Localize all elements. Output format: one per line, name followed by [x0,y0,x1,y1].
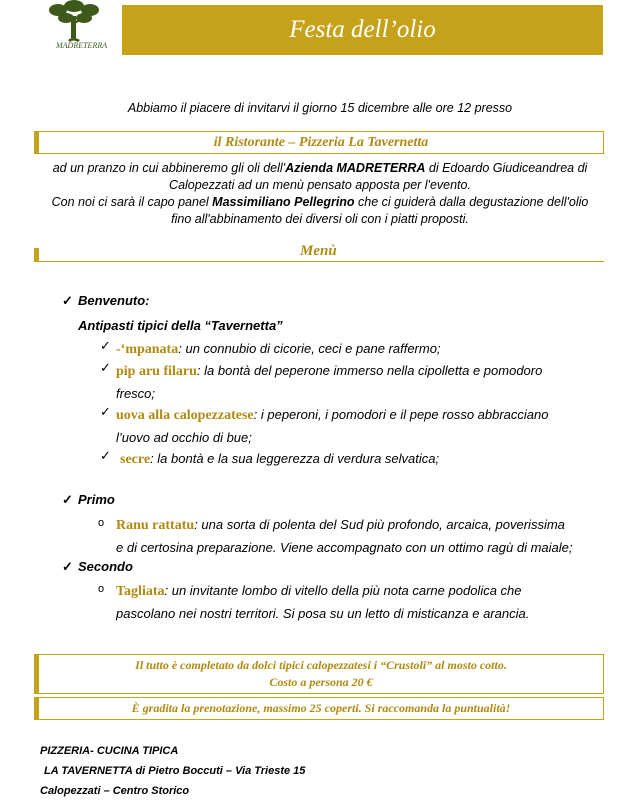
restaurant-name: il Ristorante – Pizzeria La Tavernetta [213,135,429,150]
dish-name: Ranu rattatu [116,518,195,533]
dish-description: e di certosina preparazione. Viene accompagnato con un ottimo ragù di maiale; [116,540,573,555]
menu-title: Menù [300,243,337,259]
body-line-4: fino all'abbinamento dei diversi oli con i piatti proposti. [171,212,469,226]
checkmark-icon: ✓ [100,404,111,419]
dish-name: uova alla calopezzatese [116,408,254,423]
dish-name: -‘mpanata [116,342,179,357]
checkmark-icon: ✓ [62,559,73,574]
panel-leader-name: Massimiliano Pellegrino [212,195,355,209]
primo-heading [62,492,115,507]
body-text: ad un pranzo in cui abbineremo gli oli dell' [52,161,286,175]
checkmark-icon: ✓ [100,360,111,375]
dish-description: : una sorta di polenta del Sud più profondo, arcaica, poverissima [194,517,565,532]
body-text: Con noi ci sarà il capo panel [51,195,213,209]
circle-bullet-icon: o [98,583,105,595]
secondo-label: Secondo [78,559,133,574]
body-text: di Edoardo Giudiceandrea di [425,161,588,175]
dish-name: Tagliata [116,584,165,599]
dish-description: l’uovo ad occhio di bue; [116,430,252,445]
body-text: che ci guiderà dalla degustazione dell'olio [354,195,589,209]
dish-description: : un connubio di cicorie, ceci e pane raffermo; [178,341,441,356]
checkmark-icon: ✓ [62,492,73,507]
body-line-3 [20,194,620,210]
dish-description: : la bontà del peperone immerso nella cipolletta e pomodoro [196,363,543,378]
checkmark-icon: ✓ [62,293,73,308]
dish-description: : i peperoni, i pomodori e il pepe rosso abbracciano [253,407,549,422]
reservation-text: È gradita la prenotazione, massimo 25 coperti. Si raccomanda la puntualità! [131,701,511,715]
secondo-heading [62,559,133,574]
price-text: Costo a persona 20 € [269,675,373,689]
dish-description: : un invitante lombo di vitello della più nota carne podolica che [164,583,522,598]
menu-divider [34,261,604,262]
intro-text: Abbiamo il piacere di invitarvi il giorno 15 dicembre alle ore 12 presso [127,101,513,115]
reservation-box [34,697,604,720]
body-line-1 [20,160,620,176]
dish-name: secre [120,452,151,467]
dish-tagliata [98,580,529,625]
welcome-heading [62,293,150,308]
dish-ranu-rattatu [98,514,573,559]
dish-secre [100,448,439,471]
welcome-label: Benvenuto: [78,293,150,308]
dish-pipazu [100,360,542,405]
footer-line-1: PIZZERIA- CUCINA TIPICA [40,745,179,757]
circle-bullet-icon: o [98,517,105,529]
company-name: Azienda MADRETERRA [285,161,426,175]
page-title: Festa dell’olio [289,16,436,43]
restaurant-box [34,131,604,154]
checkmark-icon: ✓ [100,338,111,353]
footer-line-2: LA TAVERNETTA di Pietro Boccuti – Via Trieste 15 [44,765,306,777]
dish-name: pip aru filaru [116,364,197,379]
title-banner [122,5,603,55]
checkmark-icon: ✓ [100,448,111,463]
dish-mpanata [100,338,441,361]
dessert-price-box [34,654,604,694]
body-line-2: Calopezzati ad un menù pensato apposta per l'evento. [169,178,471,192]
dessert-text: Il tutto è completato da dolci tipici calopezzatesi i “Crustoli” al mosto cotto. [135,658,507,672]
dish-description: pascolano nei nostri territori. Si posa su un letto di misticanza e arancia. [116,606,530,621]
logo-text: MADRETERRA [56,41,108,50]
dish-description: fresco; [116,386,156,401]
dish-uova [100,404,548,449]
madreterra-logo [38,0,110,58]
footer-line-3: Calopezzati – Centro Storico [40,785,190,797]
dish-description: : la bontà e la sua leggerezza di verdura selvatica; [150,451,440,466]
primo-label: Primo [78,492,115,507]
antipasti-heading: Antipasti tipici della “Tavernetta” [78,318,283,333]
